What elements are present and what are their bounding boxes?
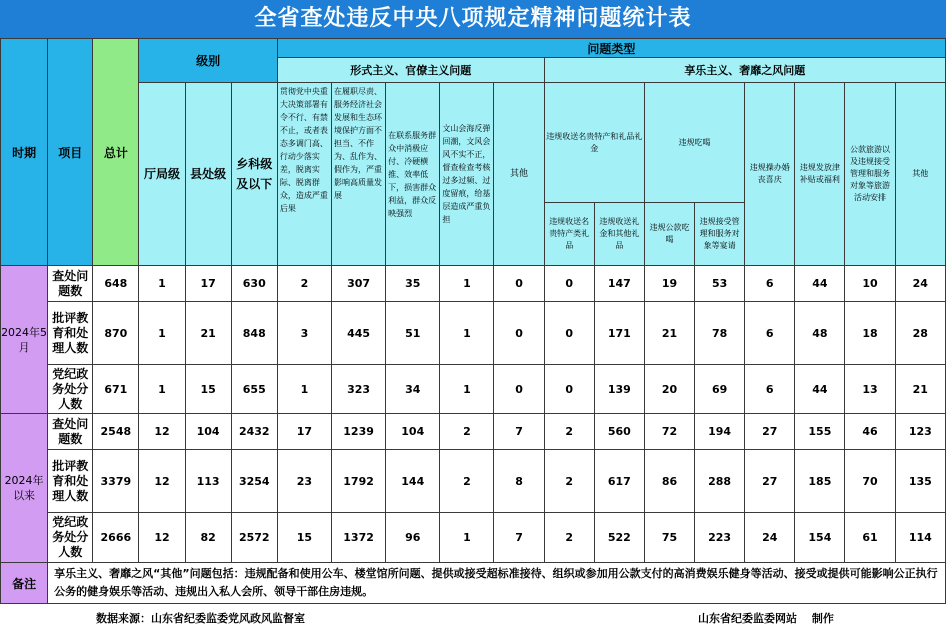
cell: 2 [440, 414, 494, 450]
cell: 288 [695, 450, 745, 513]
cell: 6 [745, 302, 795, 365]
cell: 1 [139, 266, 185, 302]
cell: 1 [440, 365, 494, 414]
cell: 72 [644, 414, 694, 450]
cell: 27 [745, 414, 795, 450]
cell: 307 [332, 266, 386, 302]
table-row [1, 365, 946, 414]
cell: 1792 [332, 450, 386, 513]
header-hedonism-gift-b: 违规收送礼金和其他礼品 [594, 203, 644, 266]
header-formalism-1: 贯彻党中央重大决策部署有令不行、有禁不止，或者表态多调门高、行动少落实差，脱离实际、脱离群众，造成严重后果 [277, 83, 331, 266]
cell: 630 [231, 266, 277, 302]
cell: 848 [231, 302, 277, 365]
header-period: 时期 [1, 39, 48, 266]
cell: 3 [277, 302, 331, 365]
cell: 445 [332, 302, 386, 365]
header-formalism-2: 在履职尽责、服务经济社会发展和生态环境保护方面不担当、不作为、乱作为、假作为，严重影响高质量发展 [332, 83, 386, 266]
cell: 44 [795, 266, 845, 302]
note-label: 备注 [1, 563, 48, 604]
cell: 0 [544, 302, 594, 365]
cell: 18 [845, 302, 895, 365]
cell: 15 [185, 365, 231, 414]
cell: 6 [745, 266, 795, 302]
header-item: 项目 [48, 39, 93, 266]
footer [0, 604, 946, 628]
cell: 2 [544, 450, 594, 513]
cell: 7 [494, 414, 544, 450]
statistics-table [0, 38, 946, 604]
cell: 104 [185, 414, 231, 450]
cell-total: 2548 [93, 414, 139, 450]
cell: 12 [139, 414, 185, 450]
cell: 17 [185, 266, 231, 302]
header-hedonism-eat-b: 违规接受管理和服务对象等宴请 [695, 203, 745, 266]
cell: 24 [745, 513, 795, 563]
header-hedonism: 享乐主义、奢靡之风问题 [544, 58, 945, 83]
table-row [1, 414, 946, 450]
cell: 53 [695, 266, 745, 302]
cell: 155 [795, 414, 845, 450]
cell: 3254 [231, 450, 277, 513]
note-text: 享乐主义、奢靡之风“其他”问题包括：违规配备和使用公车、楼堂馆所问题、提供或接受超标准接待、组织或参加用公款支付的高消费娱乐健身等活动、接受或提供可能影响公正执行公务的健身娱乐等活动、违规出入私人会所、领导干部住房违规。 [48, 563, 946, 604]
cell-total: 648 [93, 266, 139, 302]
cell: 21 [185, 302, 231, 365]
header-hedonism-travel: 公款旅游以及违规接受管理和服务对象等旅游活动安排 [845, 83, 895, 266]
cell: 104 [386, 414, 440, 450]
cell: 560 [594, 414, 644, 450]
cell: 2 [544, 414, 594, 450]
cell: 21 [644, 302, 694, 365]
cell: 655 [231, 365, 277, 414]
cell: 0 [494, 266, 544, 302]
cell: 8 [494, 450, 544, 513]
cell: 86 [644, 450, 694, 513]
table-row [1, 450, 946, 513]
table-row [1, 266, 946, 302]
cell: 135 [895, 450, 945, 513]
cell: 20 [644, 365, 694, 414]
page-title: 全省查处违反中央八项规定精神问题统计表 [0, 0, 946, 38]
cell: 1 [139, 302, 185, 365]
cell: 1239 [332, 414, 386, 450]
cell: 28 [895, 302, 945, 365]
cell: 13 [845, 365, 895, 414]
cell: 70 [845, 450, 895, 513]
header-level-xian: 县处级 [185, 83, 231, 266]
header-level-xiang: 乡科级及以下 [231, 83, 277, 266]
cell: 48 [795, 302, 845, 365]
header-formalism: 形式主义、官僚主义问题 [277, 58, 544, 83]
cell: 82 [185, 513, 231, 563]
cell: 51 [386, 302, 440, 365]
cell: 34 [386, 365, 440, 414]
item-label: 党纪政务处分人数 [48, 365, 93, 414]
cell: 0 [494, 302, 544, 365]
cell: 78 [695, 302, 745, 365]
item-label: 批评教育和处理人数 [48, 450, 93, 513]
cell: 10 [845, 266, 895, 302]
cell: 7 [494, 513, 544, 563]
cell: 46 [845, 414, 895, 450]
header-hedonism-allowance: 违规发放津补贴或福利 [795, 83, 845, 266]
cell: 2 [544, 513, 594, 563]
header-formalism-3: 在联系服务群众中消极应付、冷硬横推、效率低下，损害群众利益，群众反映强烈 [386, 83, 440, 266]
cell-total: 870 [93, 302, 139, 365]
item-label: 批评教育和处理人数 [48, 302, 93, 365]
item-label: 查处问题数 [48, 414, 93, 450]
cell: 0 [544, 365, 594, 414]
cell: 1 [440, 266, 494, 302]
header-formalism-other: 其他 [494, 83, 544, 266]
header-hedonism-eat-a: 违规公款吃喝 [644, 203, 694, 266]
header-level-ting: 厅局级 [139, 83, 185, 266]
cell: 617 [594, 450, 644, 513]
cell: 12 [139, 513, 185, 563]
cell: 12 [139, 450, 185, 513]
cell: 19 [644, 266, 694, 302]
cell: 6 [745, 365, 795, 414]
cell: 2 [440, 450, 494, 513]
cell: 1 [139, 365, 185, 414]
cell: 223 [695, 513, 745, 563]
header-hedonism-gift: 违规收送名贵特产和礼品礼金 [544, 83, 644, 203]
cell: 2 [277, 266, 331, 302]
cell: 139 [594, 365, 644, 414]
cell: 2432 [231, 414, 277, 450]
period-label: 2024年以来 [1, 414, 48, 563]
cell: 24 [895, 266, 945, 302]
cell: 323 [332, 365, 386, 414]
cell: 1372 [332, 513, 386, 563]
cell: 96 [386, 513, 440, 563]
cell: 61 [845, 513, 895, 563]
cell-total: 671 [93, 365, 139, 414]
cell: 1 [277, 365, 331, 414]
header-hedonism-gift-a: 违规收送名贵特产类礼品 [544, 203, 594, 266]
cell: 2572 [231, 513, 277, 563]
cell: 27 [745, 450, 795, 513]
cell: 113 [185, 450, 231, 513]
cell: 194 [695, 414, 745, 450]
cell: 0 [544, 266, 594, 302]
item-label: 党纪政务处分人数 [48, 513, 93, 563]
cell: 1 [440, 302, 494, 365]
header-level: 级别 [139, 39, 277, 83]
header-hedonism-other: 其他 [895, 83, 945, 266]
cell: 23 [277, 450, 331, 513]
cell: 114 [895, 513, 945, 563]
cell-total: 3379 [93, 450, 139, 513]
header-problem-type: 问题类型 [277, 39, 945, 58]
cell: 0 [494, 365, 544, 414]
cell: 75 [644, 513, 694, 563]
cell: 44 [795, 365, 845, 414]
table-row [1, 302, 946, 365]
item-label: 查处问题数 [48, 266, 93, 302]
cell-total: 2666 [93, 513, 139, 563]
header-formalism-4: 文山会海反弹回潮，文风会风不实不正，督查检查考核过多过频、过度留痕，给基层造成严重负担 [440, 83, 494, 266]
cell: 123 [895, 414, 945, 450]
cell: 21 [895, 365, 945, 414]
cell: 154 [795, 513, 845, 563]
cell: 35 [386, 266, 440, 302]
header-hedonism-wedding: 违规操办婚丧喜庆 [745, 83, 795, 266]
cell: 15 [277, 513, 331, 563]
cell: 17 [277, 414, 331, 450]
header-total: 总计 [93, 39, 139, 266]
maker-credit: 山东省纪委监委网站 制作 [698, 612, 834, 625]
cell: 185 [795, 450, 845, 513]
cell: 147 [594, 266, 644, 302]
cell: 144 [386, 450, 440, 513]
cell: 171 [594, 302, 644, 365]
data-source: 数据来源：山东省纪委监委党风政风监督室 [96, 612, 305, 625]
table-row [1, 513, 946, 563]
cell: 1 [440, 513, 494, 563]
note-row [1, 563, 946, 604]
cell: 69 [695, 365, 745, 414]
cell: 522 [594, 513, 644, 563]
period-label: 2024年5月 [1, 266, 48, 414]
header-hedonism-eat: 违规吃喝 [644, 83, 744, 203]
